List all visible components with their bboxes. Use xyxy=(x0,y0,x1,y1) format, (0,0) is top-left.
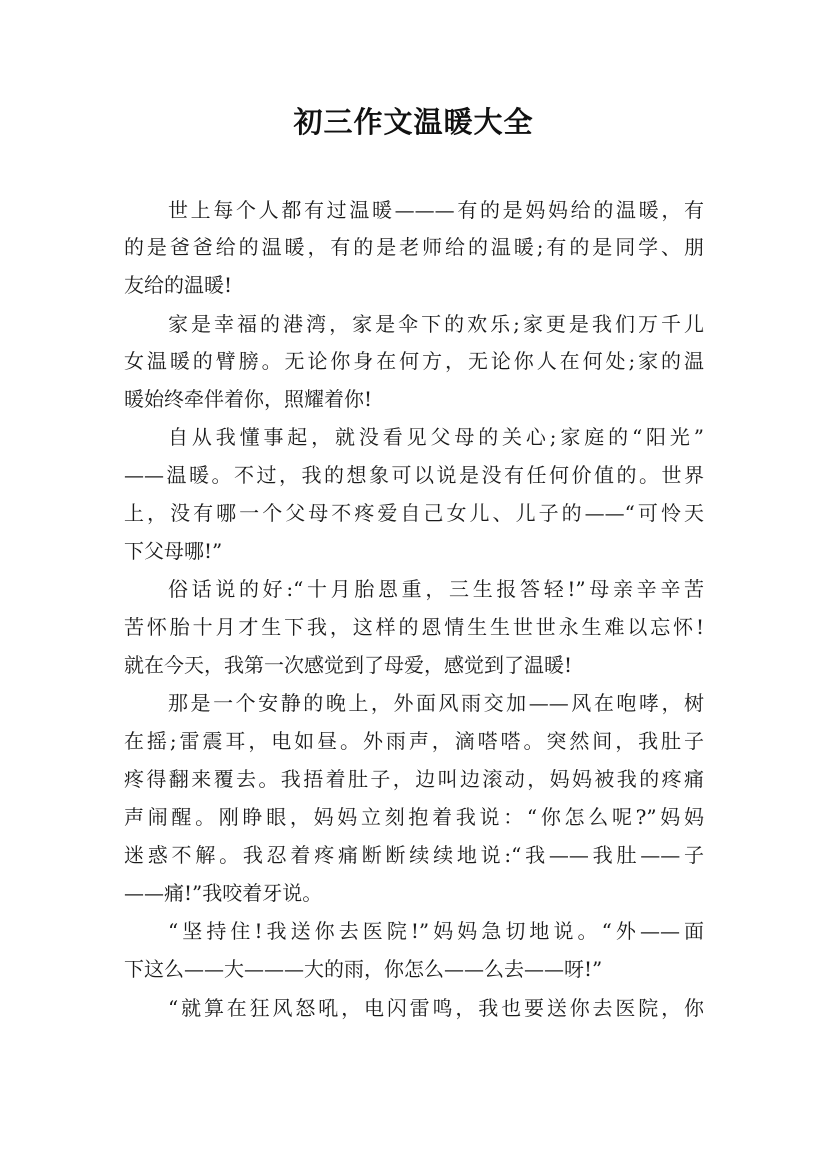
text-line: 在摇;雷震耳，电如昼。外雨声，滴嗒嗒。突然间，我肚子 xyxy=(124,729,704,753)
text-line: 世上每个人都有过温暖———有的是妈妈给的温暖，有 xyxy=(168,198,704,222)
text-line: “坚持住!我送你去医院!”妈妈急切地说。“外——面 xyxy=(168,919,704,943)
text-line: 下父母哪!” xyxy=(124,539,223,563)
text-line: 俗话说的好:“十月胎恩重，三生报答轻!”母亲辛辛苦 xyxy=(168,577,704,601)
text-line: 家是幸福的港湾，家是伞下的欢乐;家更是我们万千儿 xyxy=(168,312,704,336)
text-line: 女温暖的臂膀。无论你身在何方，无论你人在何处;家的温 xyxy=(124,349,704,373)
text-line: 那是一个安静的晚上，外面风雨交加——风在咆哮，树 xyxy=(168,691,704,715)
text-line: 上，没有哪一个父母不疼爱自己女儿、儿子的——“可怜天 xyxy=(124,501,704,525)
text-line: 自从我懂事起，就没看见父母的关心;家庭的“阳光” xyxy=(168,425,704,449)
text-line: 暖始终牵伴着你，照耀着你! xyxy=(124,387,373,411)
text-line: ——痛!”我咬着牙说。 xyxy=(124,881,323,905)
text-line: 友给的温暖! xyxy=(124,273,233,297)
text-line: 下这么——大———大的雨，你怎么——么去——呀!” xyxy=(124,957,603,981)
text-line: 疼得翻来覆去。我捂着肚子，边叫边滚动，妈妈被我的疼痛 xyxy=(124,767,704,791)
text-line: 就在今天，我第一次感觉到了母爱，感觉到了温暖! xyxy=(124,653,573,677)
document-title: 初三作文温暖大全 xyxy=(293,105,534,139)
text-line: 声闹醒。刚睁眼，妈妈立刻抱着我说：“你怎么呢?”妈妈 xyxy=(124,805,704,829)
text-line: ——温暖。不过，我的想象可以说是没有任何价值的。世界 xyxy=(124,463,704,487)
text-line: 苦怀胎十月才生下我，这样的恩情生生世世永生难以忘怀! xyxy=(124,615,704,639)
text-line: “就算在狂风怒吼，电闪雷鸣，我也要送你去医院，你 xyxy=(168,996,704,1020)
text-line: 的是爸爸给的温暖，有的是老师给的温暖;有的是同学、朋 xyxy=(124,235,704,259)
text-line: 迷惑不解。我忍着疼痛断断续续地说:“我——我肚——子 xyxy=(124,843,704,867)
